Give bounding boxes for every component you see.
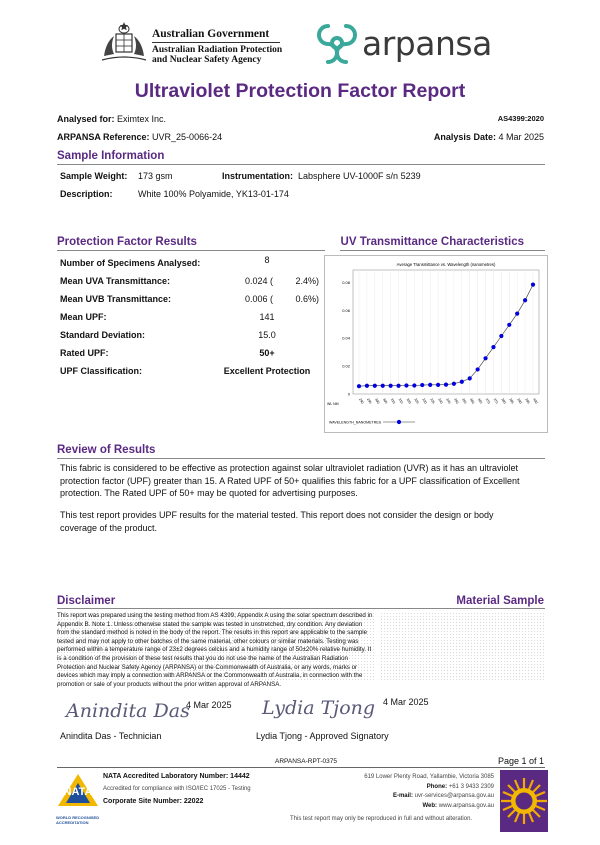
gov-line-2: Australian Radiation Protection bbox=[152, 45, 283, 55]
description-label: Description: bbox=[60, 189, 113, 199]
data-point bbox=[476, 367, 480, 371]
y-tick-label: 0 bbox=[347, 391, 350, 397]
results-row bbox=[60, 291, 328, 309]
data-point bbox=[507, 323, 511, 327]
doc-code: ARPANSA-RPT-0375 bbox=[275, 758, 338, 765]
results-row-percent: 0.6%) bbox=[295, 294, 319, 304]
coat-of-arms bbox=[98, 20, 150, 64]
sample-info-rule bbox=[57, 164, 545, 165]
results-row-value: Excellent Protection bbox=[223, 366, 311, 376]
results-row-value: 50+ bbox=[259, 348, 275, 358]
data-point bbox=[483, 356, 487, 360]
data-point bbox=[357, 384, 361, 388]
address: 619 Lower Plenty Road, Yallambie, Victoria 3085 bbox=[364, 774, 494, 780]
arpansa-logo-icon bbox=[314, 20, 360, 66]
data-point bbox=[381, 384, 385, 388]
data-point bbox=[428, 383, 432, 387]
results-row bbox=[60, 309, 328, 327]
x-tick-label: 345 bbox=[445, 397, 452, 405]
results-row-value: 0.006 ( bbox=[244, 294, 273, 304]
signature-1-date: 4 Mar 2025 bbox=[186, 700, 232, 710]
signature-1-name: Anindita Das - Technician bbox=[60, 731, 162, 741]
data-point bbox=[460, 380, 464, 384]
x-tick-label: 390 bbox=[516, 397, 523, 405]
results-row-label: Mean UVB Transmittance: bbox=[60, 294, 172, 304]
data-point bbox=[531, 283, 535, 287]
nata-sub-1: WORLD RECOGNISED bbox=[56, 815, 100, 820]
nata-line-2: Accredited for compliance with ISO/IEC 17025 - Testing bbox=[103, 786, 251, 792]
uv-index-sun-logo bbox=[500, 770, 548, 832]
uv-rule bbox=[340, 250, 545, 251]
data-point bbox=[499, 334, 503, 338]
description-value: White 100% Polyamide, YK13-01-174 bbox=[138, 189, 289, 199]
results-row-percent: 2.4%) bbox=[295, 276, 319, 286]
x-tick-label: 380 bbox=[500, 397, 507, 405]
instrumentation-label: Instrumentation: bbox=[222, 171, 293, 181]
data-point bbox=[412, 383, 416, 387]
x-tick-label: 290 bbox=[358, 397, 365, 405]
material-sample-heading: Material Sample bbox=[456, 595, 544, 607]
x-tick-label: 360 bbox=[468, 397, 476, 405]
disclaimer-rule bbox=[57, 608, 545, 609]
results-row bbox=[60, 363, 328, 381]
phone-label: Phone: bbox=[426, 783, 448, 790]
x-tick-label: 310 bbox=[389, 397, 397, 405]
gov-line-3: and Nuclear Safety Agency bbox=[152, 55, 262, 65]
results-rule bbox=[57, 250, 325, 251]
data-point bbox=[515, 312, 519, 316]
instrumentation-value: Labsphere UV-1000F s/n 5239 bbox=[298, 171, 421, 181]
results-row bbox=[60, 273, 328, 291]
email-link[interactable]: uvr-services@arpansa.gov.au bbox=[414, 793, 494, 799]
data-point bbox=[468, 376, 472, 380]
review-rule bbox=[57, 458, 545, 459]
sample-weight-label: Sample Weight: bbox=[60, 171, 128, 181]
x-tick-label: 315 bbox=[397, 397, 404, 405]
signature-2-date: 4 Mar 2025 bbox=[383, 697, 429, 707]
signature-2: Lydia Tjong bbox=[262, 697, 376, 719]
y-tick-label: 0.02 bbox=[342, 363, 350, 369]
data-point bbox=[373, 384, 377, 388]
results-row bbox=[60, 345, 328, 363]
uv-heading: UV Transmittance Characteristics bbox=[340, 236, 524, 248]
y-tick-label: 0.04 bbox=[342, 335, 350, 341]
x-tick-label: 335 bbox=[429, 397, 436, 405]
analysis-date-value: 4 Mar 2025 bbox=[498, 132, 544, 142]
x-tick-label: 320 bbox=[405, 397, 412, 405]
x-tick-label: 300 bbox=[373, 397, 381, 405]
uv-chart bbox=[324, 255, 548, 433]
x-tick-label: 350 bbox=[453, 397, 460, 405]
results-row-value: 141 bbox=[259, 312, 275, 322]
x-tick-label: 330 bbox=[421, 397, 428, 405]
standard-code: AS4399:2020 bbox=[497, 114, 544, 123]
results-row-label: Standard Deviation: bbox=[60, 330, 146, 340]
results-heading: Protection Factor Results bbox=[57, 236, 197, 248]
reference-value: UVR_25-0066-24 bbox=[152, 132, 223, 142]
sample-weight-value: 173 gsm bbox=[138, 171, 173, 181]
results-row-label: Mean UVA Transmittance: bbox=[60, 276, 171, 286]
results-row-label: Mean UPF: bbox=[60, 312, 107, 322]
disclaimer-text: This report was prepared using the testing method from AS 4399, Appendix A using the solar spectrum described in Appendix B. Note 1. Unless otherwise stated the sample was tested in unstretched, dry condition. Any deviation from the standard method is noted in the body of the report. The results in this report are applicable to the sample tested and may not apply to other batches of the same material, other colours or similar materials. Testing was performed within a temperature range of 23±2 degrees celcius and a humidity range of 50±20% relative humidity. It is a condition of the provision of these test results that you do not use the name of the Australian Radiation Protection and Nuclear Safety Agency (ARPANSA) or the Commonwealth of Australia, or any words, marks or devices which may imply a connection with ARPANSA or the Commonwealth of Australia, in connection with the promotion or sale of your products without the prior written approval of ARPANSA. bbox=[57, 612, 375, 682]
nata-sub-2: ACCREDITATION bbox=[56, 820, 89, 825]
gov-line-1: Australian Government bbox=[152, 28, 270, 40]
data-point bbox=[389, 384, 393, 388]
results-table bbox=[60, 255, 328, 381]
analysed-for-label: Analysed for: bbox=[57, 114, 115, 124]
y-tick-label: 0.06 bbox=[342, 307, 350, 313]
signature-2-name: Lydia Tjong - Approved Signatory bbox=[256, 731, 389, 741]
sample-info-heading: Sample Information bbox=[57, 150, 165, 162]
results-row-label: Number of Specimens Analysed: bbox=[60, 258, 201, 268]
review-paragraph-2: This test report provides UPF results for the material tested. This report does not consider the design or body coverage of the product. bbox=[60, 510, 494, 533]
data-point bbox=[452, 382, 456, 386]
nata-logo-text: NATA bbox=[63, 786, 93, 798]
footer-rule bbox=[57, 767, 545, 768]
reproduction-note: This test report may only be reproduced in full and without alteration. bbox=[290, 816, 473, 822]
data-point bbox=[436, 383, 440, 387]
x-label-prefix: WL NM bbox=[327, 402, 339, 406]
report-title: Ultraviolet Protection Factor Report bbox=[134, 80, 466, 102]
uv-chart-svg bbox=[325, 256, 549, 434]
nata-line-3: Corporate Site Number: 22022 bbox=[103, 798, 204, 805]
results-row-label: Rated UPF: bbox=[60, 348, 109, 358]
data-point bbox=[396, 384, 400, 388]
data-point bbox=[523, 298, 527, 302]
data-point bbox=[420, 383, 424, 387]
y-tick-label: 0.08 bbox=[342, 279, 350, 285]
review-heading: Review of Results bbox=[57, 444, 156, 456]
review-paragraph-1: This fabric is considered to be effective as protection against solar ultraviolet radiation (UVR) as it has an ultraviolet protection factor (UPF) greater than 15. A Rated UPF of 50+ qualifies this fabric for a UPF classification of Excellent protection. The Rated UPF of 50+ may be quoted for advertising purposes. bbox=[60, 463, 520, 498]
data-point bbox=[365, 384, 369, 388]
email-label: E-mail: bbox=[392, 793, 413, 799]
analysis-date-label: Analysis Date: bbox=[433, 132, 496, 142]
x-tick-label: 295 bbox=[366, 397, 373, 405]
x-tick-label: 370 bbox=[484, 397, 491, 405]
x-tick-label: 305 bbox=[381, 397, 389, 405]
phone-value: +61 3 9433 2309 bbox=[448, 783, 494, 790]
arpansa-wordmark: arpansa bbox=[362, 24, 492, 63]
data-point bbox=[491, 345, 495, 349]
results-row-value: 15.0 bbox=[258, 330, 276, 340]
analysed-for-value: Eximtex Inc. bbox=[117, 114, 167, 124]
web-label: Web: bbox=[422, 802, 438, 809]
x-tick-label: 395 bbox=[524, 397, 531, 405]
results-row bbox=[60, 327, 328, 345]
reference-label: ARPANSA Reference: bbox=[57, 132, 150, 142]
x-tick-label: 365 bbox=[476, 397, 484, 405]
legend-marker bbox=[397, 420, 401, 424]
legend-label: WAVELENGTH_NANOMETRES bbox=[329, 420, 382, 425]
results-row bbox=[60, 255, 328, 273]
web-link[interactable]: www.arpansa.gov.au bbox=[438, 802, 494, 809]
x-tick-label: 355 bbox=[460, 397, 468, 405]
disclaimer-heading: Disclaimer bbox=[57, 595, 116, 607]
nata-line-1: NATA Accredited Laboratory Number: 14442 bbox=[103, 773, 250, 780]
x-tick-label: 385 bbox=[508, 397, 515, 405]
x-tick-label: 325 bbox=[413, 397, 420, 405]
results-row-value: 0.024 ( bbox=[244, 276, 273, 286]
chart-title: Average Transmittance vs. Wavelength (nanometres) bbox=[396, 262, 496, 267]
data-point bbox=[444, 383, 448, 387]
results-row-value: 8 bbox=[264, 255, 270, 265]
material-sample-area bbox=[380, 612, 545, 682]
page-number: Page 1 of 1 bbox=[497, 756, 544, 766]
x-tick-label: 400 bbox=[532, 397, 539, 405]
x-tick-label: 375 bbox=[492, 397, 499, 405]
signature-1: Anindita Das bbox=[66, 700, 190, 722]
data-point bbox=[404, 383, 408, 387]
results-row-label: UPF Classification: bbox=[60, 366, 143, 376]
x-tick-label: 340 bbox=[437, 397, 444, 405]
